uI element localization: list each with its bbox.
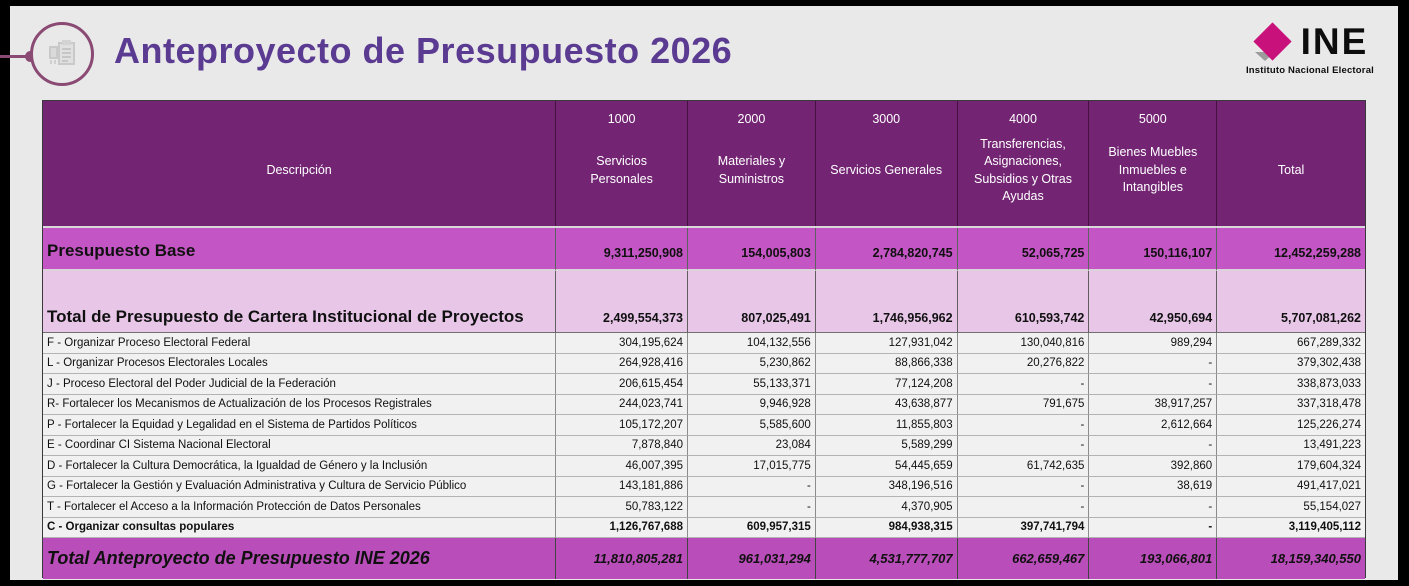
cell-value: 150,116,107 (1089, 228, 1217, 271)
cell-value: 609,957,315 (688, 518, 816, 539)
row-label: R- Fortalecer los Mecanismos de Actualización de los Procesos Registrales (43, 395, 556, 416)
cell-value: 43,638,877 (816, 395, 958, 416)
cell-value: 4,531,777,707 (816, 538, 958, 579)
cell-value: - (958, 374, 1090, 395)
column-header (958, 101, 1090, 226)
column-header (43, 101, 556, 226)
cell-value: 667,289,332 (1217, 333, 1365, 354)
cell-value: 125,226,274 (1217, 415, 1365, 436)
cell-value: 2,784,820,745 (816, 228, 958, 271)
column-header (1217, 101, 1365, 226)
cell-value: 23,084 (688, 436, 816, 457)
document-calculator-icon (44, 36, 80, 72)
cell-value: - (1089, 436, 1217, 457)
cell-value: 989,294 (1089, 333, 1217, 354)
column-code: 5000 (1138, 112, 1167, 126)
summary-row-cartera-proyectos (43, 271, 1365, 333)
row-label: G - Fortalecer la Gestión y Evaluación Administrativa y Cultura de Servicio Público (43, 477, 556, 498)
column-label: Servicios Personales (590, 154, 653, 186)
row-label: Total Anteproyecto de Presupuesto INE 2026 (43, 538, 556, 579)
cell-value: 13,491,223 (1217, 436, 1365, 457)
row-label: T - Fortalecer el Acceso a la Información Protección de Datos Personales (43, 497, 556, 518)
cell-value: 5,707,081,262 (1217, 271, 1365, 333)
project-row (43, 518, 1365, 539)
column-label: Transferencias, Asignaciones, Subsidios y Otras Ayudas (974, 136, 1072, 203)
column-label: Materiales y Suministros (717, 154, 786, 186)
cell-value: 50,783,122 (556, 497, 688, 518)
cell-value: 662,659,467 (958, 538, 1090, 579)
cell-value: 206,615,454 (556, 374, 688, 395)
row-label: P - Fortalecer la Equidad y Legalidad en el Sistema de Partidos Políticos (43, 415, 556, 436)
budget-table (42, 100, 1366, 578)
cell-value: 38,917,257 (1089, 395, 1217, 416)
row-label: C - Organizar consultas populares (43, 518, 556, 539)
cell-value: 337,318,478 (1217, 395, 1365, 416)
cell-value: - (688, 497, 816, 518)
ine-diamond-wrap (1252, 20, 1294, 62)
cell-value: - (958, 497, 1090, 518)
cell-value: 11,855,803 (816, 415, 958, 436)
cell-value: 984,938,315 (816, 518, 958, 539)
column-code: 3000 (872, 112, 901, 126)
project-row (43, 374, 1365, 395)
column-code: 2000 (737, 112, 766, 126)
cell-value: 397,741,794 (958, 518, 1090, 539)
cell-value: 4,370,905 (816, 497, 958, 518)
row-label: L - Organizar Procesos Electorales Locales (43, 354, 556, 375)
cell-value: 2,612,664 (1089, 415, 1217, 436)
cell-value: 179,604,324 (1217, 456, 1365, 477)
column-code: 1000 (607, 112, 636, 126)
project-row (43, 477, 1365, 498)
page-title: Anteproyecto de Presupuesto 2026 (114, 30, 733, 71)
cell-value: 379,302,438 (1217, 354, 1365, 375)
budget-document-icon (30, 22, 94, 86)
column-code (1217, 111, 1365, 127)
column-code: 4000 (1009, 112, 1037, 126)
cell-value: - (1089, 374, 1217, 395)
cell-value: 961,031,294 (688, 538, 816, 579)
cell-value: 193,066,801 (1089, 538, 1217, 579)
summary-row-presupuesto-base (43, 228, 1365, 271)
cell-value: 264,928,416 (556, 354, 688, 375)
row-label: J - Proceso Electoral del Poder Judicial de la Federación (43, 374, 556, 395)
project-row (43, 456, 1365, 477)
slide (10, 6, 1398, 580)
column-header (816, 101, 958, 226)
cell-value: 491,417,021 (1217, 477, 1365, 498)
row-label: E - Coordinar CI Sistema Nacional Electoral (43, 436, 556, 457)
column-label: Descripción (266, 162, 332, 177)
cell-value: 9,311,250,908 (556, 228, 688, 271)
column-label: Servicios Generales (830, 162, 943, 177)
cell-value: 392,860 (1089, 456, 1217, 477)
cell-value: 104,132,556 (688, 333, 816, 354)
ine-logo-text: INE (1300, 20, 1369, 62)
ine-logo-top (1230, 20, 1390, 62)
cell-value: 20,276,822 (958, 354, 1090, 375)
column-header (556, 101, 688, 226)
cell-value: - (688, 477, 816, 498)
cell-value: 61,742,635 (958, 456, 1090, 477)
table-header-row (43, 101, 1365, 228)
project-row (43, 395, 1365, 416)
cell-value: 46,007,395 (556, 456, 688, 477)
cell-value: 55,133,371 (688, 374, 816, 395)
column-header (688, 101, 816, 226)
cell-value: 1,746,956,962 (816, 271, 958, 333)
total-row (43, 538, 1365, 579)
cell-value: - (958, 477, 1090, 498)
row-label: Total de Presupuesto de Cartera Institucional de Proyectos (43, 271, 556, 333)
cell-value: 143,181,886 (556, 477, 688, 498)
project-row (43, 333, 1365, 354)
cell-value: 610,593,742 (958, 271, 1090, 333)
cell-value: 88,866,338 (816, 354, 958, 375)
cell-value: - (1089, 518, 1217, 539)
cell-value: 5,230,862 (688, 354, 816, 375)
cell-value: 127,931,042 (816, 333, 958, 354)
ine-logo (1230, 20, 1390, 76)
cell-value: 12,452,259,288 (1217, 228, 1365, 271)
cell-value: - (958, 415, 1090, 436)
cell-value: 807,025,491 (688, 271, 816, 333)
ine-logo-caption: Instituto Nacional Electoral (1245, 65, 1375, 76)
cell-value: 54,445,659 (816, 456, 958, 477)
cell-value: 55,154,027 (1217, 497, 1365, 518)
cell-value: 18,159,340,550 (1217, 538, 1365, 579)
project-row (43, 436, 1365, 457)
row-label: D - Fortalecer la Cultura Democrática, la Igualdad de Género y la Inclusión (43, 456, 556, 477)
cell-value: 17,015,775 (688, 456, 816, 477)
cell-value: 348,196,516 (816, 477, 958, 498)
project-row (43, 354, 1365, 375)
cell-value: 9,946,928 (688, 395, 816, 416)
cell-value: 77,124,208 (816, 374, 958, 395)
cell-value: 338,873,033 (1217, 374, 1365, 395)
cell-value: - (1089, 354, 1217, 375)
cell-value: 2,499,554,373 (556, 271, 688, 333)
column-label: Bienes Muebles Inmuebles e Intangibles (1108, 145, 1198, 195)
column-code (43, 111, 555, 127)
cell-value: 5,585,600 (688, 415, 816, 436)
cell-value: - (1089, 497, 1217, 518)
cell-value: 7,878,840 (556, 436, 688, 457)
cell-value: 11,810,805,281 (556, 538, 688, 579)
cell-value: 42,950,694 (1089, 271, 1217, 333)
row-label: Presupuesto Base (43, 228, 556, 271)
row-label: F - Organizar Proceso Electoral Federal (43, 333, 556, 354)
cell-value: 244,023,741 (556, 395, 688, 416)
cell-value: - (958, 436, 1090, 457)
cell-value: 52,065,725 (958, 228, 1090, 271)
cell-value: 105,172,207 (556, 415, 688, 436)
cell-value: 1,126,767,688 (556, 518, 688, 539)
cell-value: 791,675 (958, 395, 1090, 416)
cell-value: 154,005,803 (688, 228, 816, 271)
cell-value: 5,589,299 (816, 436, 958, 457)
cell-value: 130,040,816 (958, 333, 1090, 354)
cell-value: 304,195,624 (556, 333, 688, 354)
column-label: Total (1277, 162, 1305, 177)
cell-value: 3,119,405,112 (1217, 518, 1365, 539)
cell-value: 38,619 (1089, 477, 1217, 498)
project-row (43, 415, 1365, 436)
project-row (43, 497, 1365, 518)
column-header (1089, 101, 1217, 226)
